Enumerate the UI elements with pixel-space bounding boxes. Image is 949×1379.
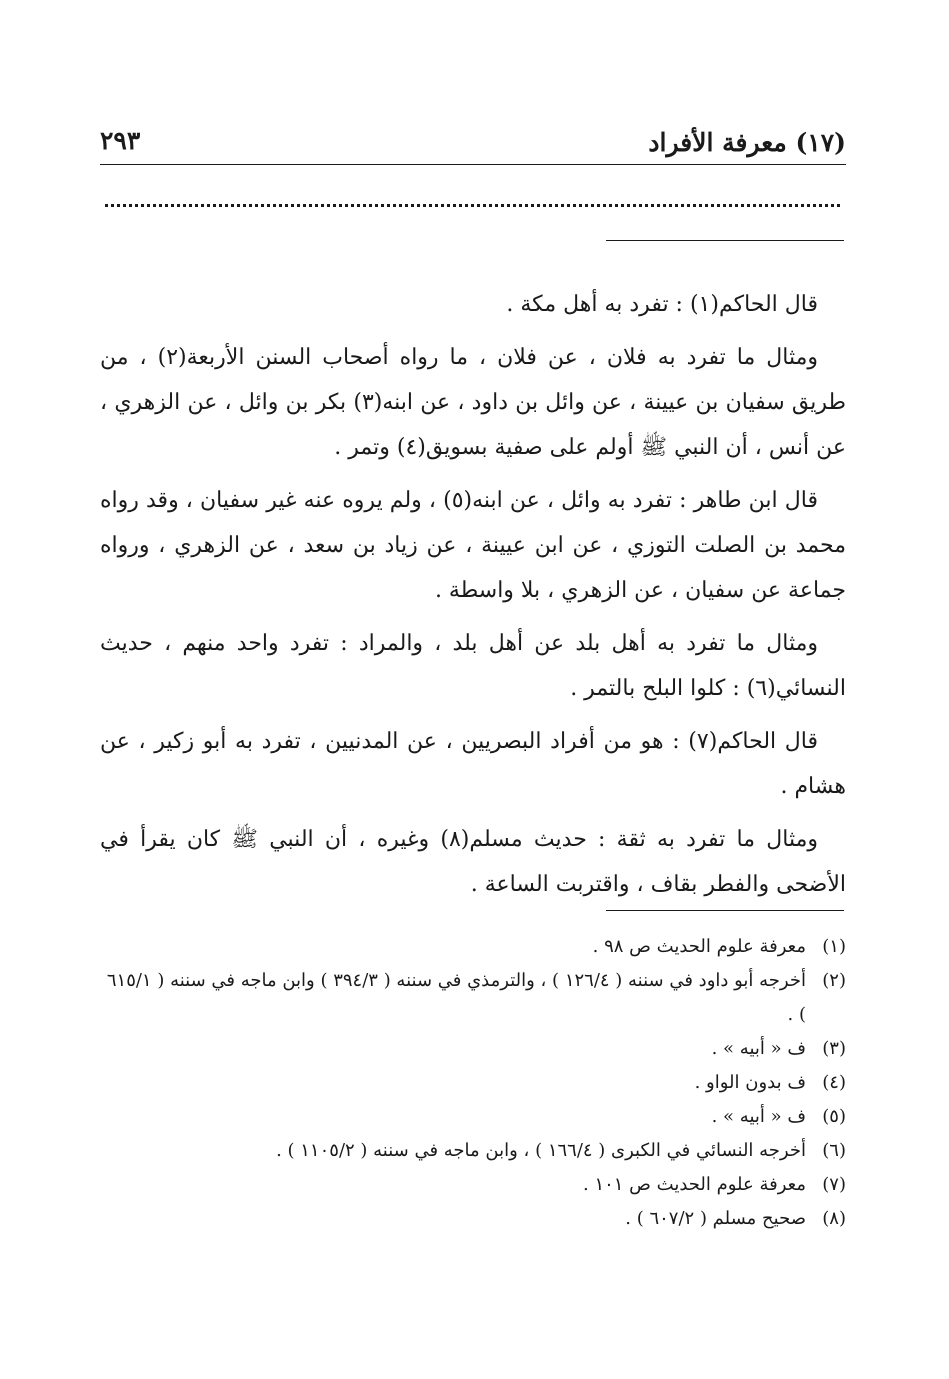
footnote-text: أخرجه أبو داود في سننه ( ١٢٦/٤ ) ، والترمذي في سننه ( ٣٩٤/٣ ) وابن ماجه في سننه ( ٦١٥/١ ) . [106, 970, 806, 1025]
paragraph: قال ابن طاهر : تفرد به وائل ، عن ابنه(٥) ، ولم يروه عنه غير سفيان ، وقد رواه محمد بن الصلت التوزي ، عن ابن عيينة ، عن زياد بن سعد ، عن الزهري ، ورواه جماعة عن سفيان ، عن الزهري ، بلا واسطة . [100, 488, 846, 603]
footnote-number: (٨) [822, 1208, 846, 1229]
footnote-item [100, 1168, 846, 1202]
footnote-item [100, 930, 846, 964]
footnote-item [100, 964, 846, 1032]
footnote-item [100, 1134, 846, 1168]
footnote-text: معرفة علوم الحديث ص ٩٨ . [592, 936, 806, 957]
main-text [100, 282, 846, 915]
paragraph: ومثال ما تفرد به ثقة : حديث مسلم(٨) وغيره ، أن النبي ﷺ كان يقرأ في الأضحى والفطر بقاف ، واقتربت الساعة . [100, 827, 846, 897]
section-divider [606, 240, 844, 241]
footnote-number: (٥) [822, 1106, 846, 1127]
footnote-number: (٣) [822, 1038, 846, 1059]
dotted-separator [105, 204, 840, 207]
footnote-number: (٦) [822, 1140, 846, 1161]
footnote-text: معرفة علوم الحديث ص ١٠١ . [582, 1174, 806, 1195]
footnote-divider [606, 910, 844, 911]
footnote-number: (٧) [822, 1174, 846, 1195]
running-header [100, 122, 846, 164]
footnote-number: (١) [822, 936, 846, 957]
chapter-title: (١٧) معرفة الأفراد [648, 128, 846, 157]
footnotes [100, 930, 846, 1236]
footnote-item [100, 1066, 846, 1100]
footnote-item [100, 1100, 846, 1134]
paragraph: قال الحاكم(٧) : هو من أفراد البصريين ، عن المدنيين ، تفرد به أبو زكير ، عن هشام . [100, 729, 846, 799]
footnote-number: (٢) [822, 970, 846, 991]
footnote-item [100, 1202, 846, 1236]
footnote-number: (٤) [822, 1072, 846, 1093]
footnote-text: ف « أبيه » . [711, 1106, 806, 1127]
footnote-text: أخرجه النسائي في الكبرى ( ١٦٦/٤ ) ، وابن ماجه في سننه ( ١١٠٥/٢ ) . [276, 1140, 806, 1161]
header-divider [100, 164, 846, 165]
paragraph: ومثال ما تفرد به فلان ، عن فلان ، ما رواه أصحاب السنن الأربعة(٢) ، من طريق سفيان بن عيينة ، عن وائل بن داود ، عن ابنه(٣) بكر بن وائل ، عن الزهري ، عن أنس ، أن النبي ﷺ أولم على صفية بسويق(٤) وتمر . [100, 345, 847, 460]
footnote-item [100, 1032, 846, 1066]
paragraph: قال الحاكم(١) : تفرد به أهل مكة . [506, 292, 818, 317]
paragraph: ومثال ما تفرد به أهل بلد عن أهل بلد ، والمراد : تفرد واحد منهم ، حديث النسائي(٦) : كلوا البلح بالتمر . [100, 631, 846, 701]
footnote-text: ف « أبيه » . [711, 1038, 806, 1059]
page-number: ٢٩٣ [100, 126, 141, 155]
footnote-text: ف بدون الواو . [694, 1072, 806, 1093]
footnote-text: صحيح مسلم ( ٦٠٧/٢ ) . [625, 1208, 806, 1229]
